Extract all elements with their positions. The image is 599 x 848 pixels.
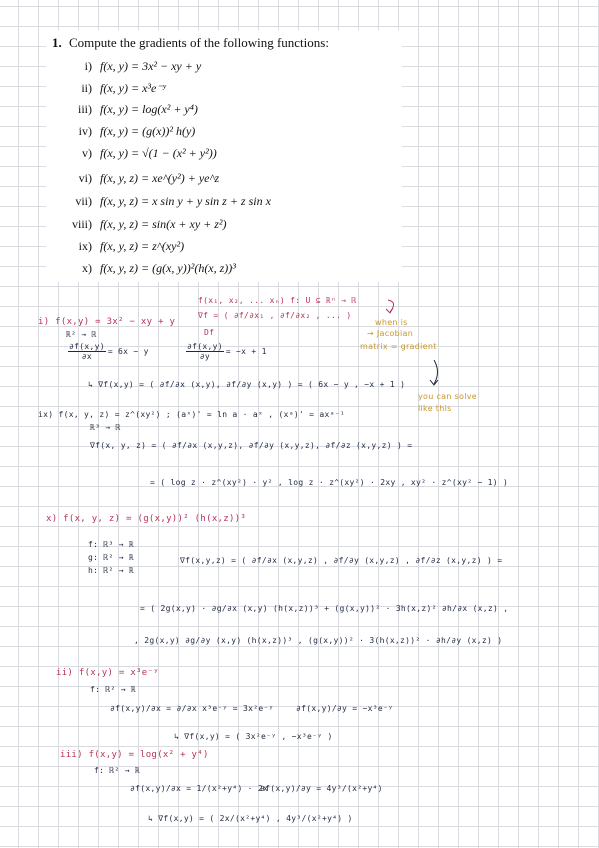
exercise-item: vi) f(x, y, z) = xe^(y²) + ye^z xyxy=(78,171,220,185)
solution-ix-heading: ix) f(x, y, z) = z^(xy²) ; (aˣ)' = ln a · aˣ , (xᵃ)' = axᵃ⁻¹ xyxy=(38,410,345,419)
solution-iii-dfdy: ∂f(x,y)/∂y = 4y³/(x²+y⁴) xyxy=(260,784,383,793)
note-when-is: when is xyxy=(375,318,408,327)
note-like-this: like this xyxy=(418,404,452,413)
arrow-head-icon xyxy=(430,380,438,385)
note-matrix-gradient: matrix = gradient xyxy=(360,342,437,351)
exercise-item: iii) f(x, y) = log(x² + y⁴) xyxy=(78,102,198,116)
solution-x-heading: x) f(x, y, z) = (g(x,y))² (h(x,z))³ xyxy=(46,514,247,524)
solution-ii-gradient: ↳ ∇f(x,y) = ( 3x²e⁻ʸ , −x³e⁻ʸ ) xyxy=(174,732,333,741)
exercise-item: vii) f(x, y, z) = x sin y + y sin z + z sin x xyxy=(75,194,271,208)
solution-iii-dfdx: ∂f(x,y)/∂x = 1/(x²+y⁴) · 2x xyxy=(130,784,269,793)
solution-ii-domain: f: ℝ² → ℝ xyxy=(90,685,137,694)
exercise-item: viii) f(x, y, z) = sin(x + xy + z²) xyxy=(72,217,227,231)
exercise-item: iv) f(x, y) = (g(x))² h(y) xyxy=(78,124,196,138)
solution-x-g: g: ℝ² → ℝ xyxy=(88,553,135,562)
problem-number: 1. xyxy=(52,35,62,50)
solution-ii-dfdx: ∂f(x,y)/∂x = ∂/∂x x³e⁻ʸ = 3x²e⁻ʸ xyxy=(110,704,274,713)
solution-iii-gradient: ↳ ∇f(x,y) = ( 2x/(x²+y⁴) , 4y³/(x²+y⁴) ) xyxy=(148,814,353,823)
solution-i-heading: i) f(x,y) = 3x² − xy + y xyxy=(38,317,176,327)
solution-ix-domain: ℝ³ → ℝ xyxy=(90,423,121,432)
solution-x-line1: = ( 2g(x,y) · ∂g/∂x (x,y) (h(x,z))³ + (g(x,y))² · 3h(x,z)² ∂h/∂x (x,z) , xyxy=(140,604,509,613)
down-arrow-icon xyxy=(434,360,438,384)
exercise-item: i) f(x, y) = 3x² − xy + y xyxy=(84,59,202,73)
solution-ix-gradient: ∇f(x, y, z) = ( ∂f/∂x (x,y,z), ∂f/∂y (x,y,z), ∂f/∂z (x,y,z) ) = xyxy=(90,441,413,450)
exercise-item: x) f(x, y, z) = (g(x, y))²(h(x, z))³ xyxy=(82,261,236,275)
problem-title-text: Compute the gradients of the following functions: xyxy=(69,35,329,50)
solution-iii-domain: f: ℝ² → ℝ xyxy=(94,766,141,775)
solution-i-dfdx: $\frac{\partial f(x,y)}{\partial x}$ = 6x − y xyxy=(69,342,149,361)
solution-i-dfdy: $\frac{\partial f(x,y)}{\partial y}$ = −x + 1 xyxy=(187,342,267,361)
solution-x-f: f: ℝ³ → ℝ xyxy=(88,540,135,549)
curved-arrow-icon xyxy=(388,300,394,312)
note-jacobian: → Jacobian xyxy=(367,329,414,338)
solution-ii-heading: ii) f(x,y) = x³e⁻ʸ xyxy=(56,668,159,678)
note-you-can-solve: you can solve xyxy=(418,392,477,401)
solution-ix-result: = ( log z · z^(xy²) · y² , log z · z^(xy²) · 2xy , xy² · z^(xy² − 1) ) xyxy=(150,478,509,487)
solution-i-gradient: ↳ ∇f(x,y) = ( ∂f/∂x (x,y), ∂f/∂y (x,y) ) = ( 6x − y , −x + 1 ) xyxy=(88,380,406,389)
gradient-definition: ∇f = ( ∂f/∂x₁ , ∂f/∂x₂ , ... ) xyxy=(198,311,352,320)
solution-x-line2: , 2g(x,y) ∂g/∂y (x,y) (h(x,z))³ , (g(x,y))² · 3(h(x,z))² · ∂h/∂y (x,z) ) xyxy=(134,636,503,645)
exercise-item: ix) f(x, y, z) = z^(xy²) xyxy=(78,239,185,253)
solution-i-domain: ℝ² → ℝ xyxy=(66,330,97,339)
solution-ii-dfdy: ∂f(x,y)/∂y = −x³e⁻ʸ xyxy=(296,704,394,713)
df-label: Df xyxy=(204,328,215,337)
exercise-item: ii) f(x, y) = x³e⁻ʸ xyxy=(81,81,166,95)
solution-iii-heading: iii) f(x,y) = log(x² + y⁴) xyxy=(60,750,209,760)
exercise-item: v) f(x, y) = √(1 − (x² + y²)) xyxy=(82,146,217,160)
general-definition: f(x₁, x₂, ... xₙ) f: U ⊆ ℝⁿ → ℝ xyxy=(198,296,357,305)
solution-x-gradient: ∇f(x,y,z) = ( ∂f/∂x (x,y,z) , ∂f/∂y (x,y,z) , ∂f/∂z (x,y,z) ) = xyxy=(180,556,503,565)
solution-x-h: h: ℝ² → ℝ xyxy=(88,566,135,575)
